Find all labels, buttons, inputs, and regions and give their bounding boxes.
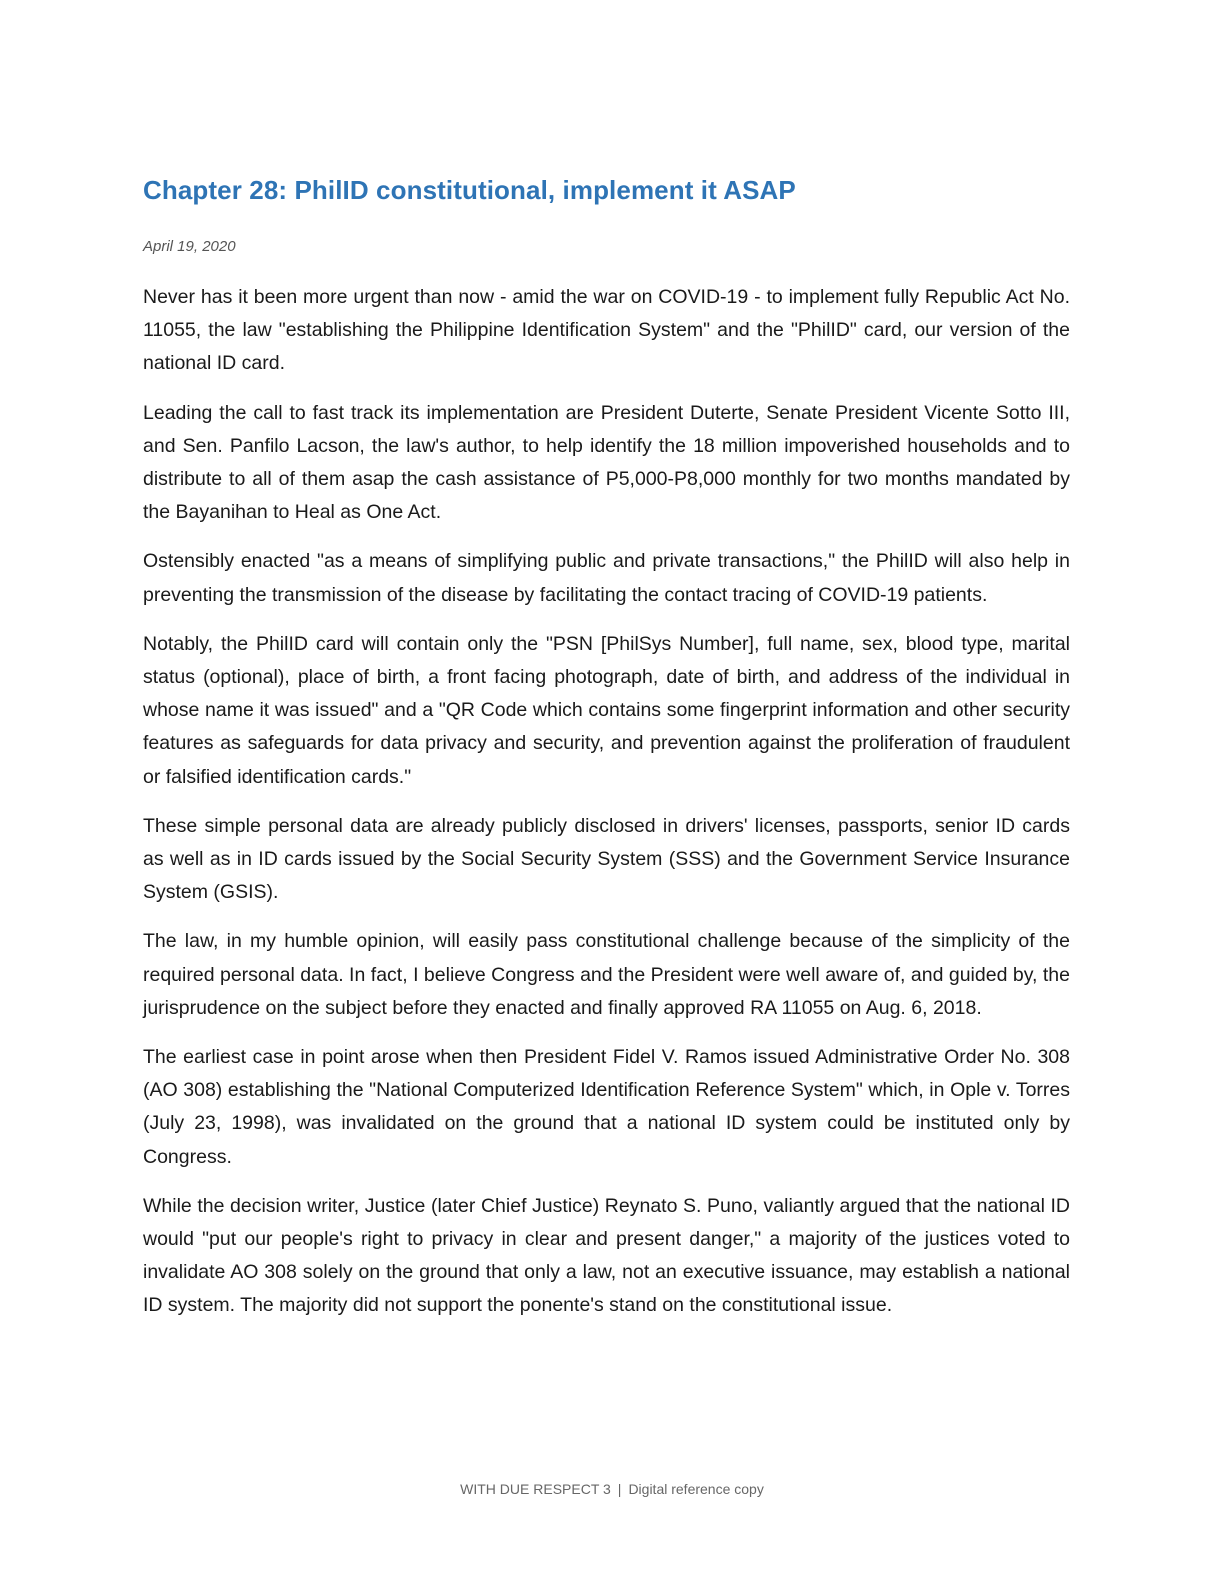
paragraph: Leading the call to fast track its implementation are President Duterte, Senate President Vicente Sotto III, and Sen. Panfilo Lacson, the law's author, to help identify the 18 million impoverished households and to distribute to all of them asap the cash assistance of P5,000-P8,000 monthly for two months mandated by the Bayanihan to Heal as One Act. [143,401,1070,524]
paragraph: Never has it been more urgent than now - amid the war on COVID-19 - to implement fully Republic Act No. 11055, the law "establishing the Philippine Identification System" and the "PhilID" card, our version of the national ID card. [143,286,1070,375]
footer-separator: | [617,1481,622,1497]
chapter-date: April 19, 2020 [143,238,236,255]
paragraph: These simple personal data are already publicly disclosed in drivers' licenses, passports, senior ID cards as well as in ID cards issued by the Social Security System (SSS) and the Government Service Insurance System (GSIS). [143,814,1070,904]
document-page [143,168,1070,1339]
paragraph: Notably, the PhilID card will contain only the "PSN [PhilSys Number], full name, sex, blood type, marital status (optional), place of birth, a front facing photograph, date of birth, and address of the individual in whose name it was issued" and a "QR Code which contains some fingerprint information and other security features as safeguards for data privacy and security, and prevention against the proliferation of fraudulent or falsified identification cards." [143,632,1070,788]
article-body [143,281,1070,1323]
footer-book-title: WITH DUE RESPECT 3 [460,1481,611,1497]
footer-copy-note: Digital reference copy [628,1481,764,1497]
chapter-title: Chapter 28: PhilID constitutional, implement it ASAP [143,175,796,205]
paragraph: The earliest case in point arose when then President Fidel V. Ramos issued Administrative Order No. 308 (AO 308) establishing the "National Computerized Identification Reference System" which, in Ople v. Torres (July 23, 1998), was invalidated on the ground that a national ID system could be instituted only by Congress. [143,1046,1070,1168]
paragraph: While the decision writer, Justice (later Chief Justice) Reynato S. Puno, valiantly argued that the national ID would "put our people's right to privacy in clear and present danger," a majority of the justices voted to invalidate AO 308 solely on the ground that only a law, not an executive issuance, may establish a national ID system. The majority did not support the ponente's stand on the constitutional issue. [143,1194,1070,1317]
page-footer [0,1479,1224,1499]
paragraph: The law, in my humble opinion, will easily pass constitutional challenge because of the simplicity of the required personal data. In fact, I believe Congress and the President were well aware of, and guided by, the jurisprudence on the subject before they enacted and finally approved RA 11055 on Aug. 6, 2018. [143,930,1070,1019]
paragraph: Ostensibly enacted "as a means of simplifying public and private transactions," the PhilID will also help in preventing the transmission of the disease by facilitating the contact tracing of COVID-19 patients. [143,550,1070,606]
